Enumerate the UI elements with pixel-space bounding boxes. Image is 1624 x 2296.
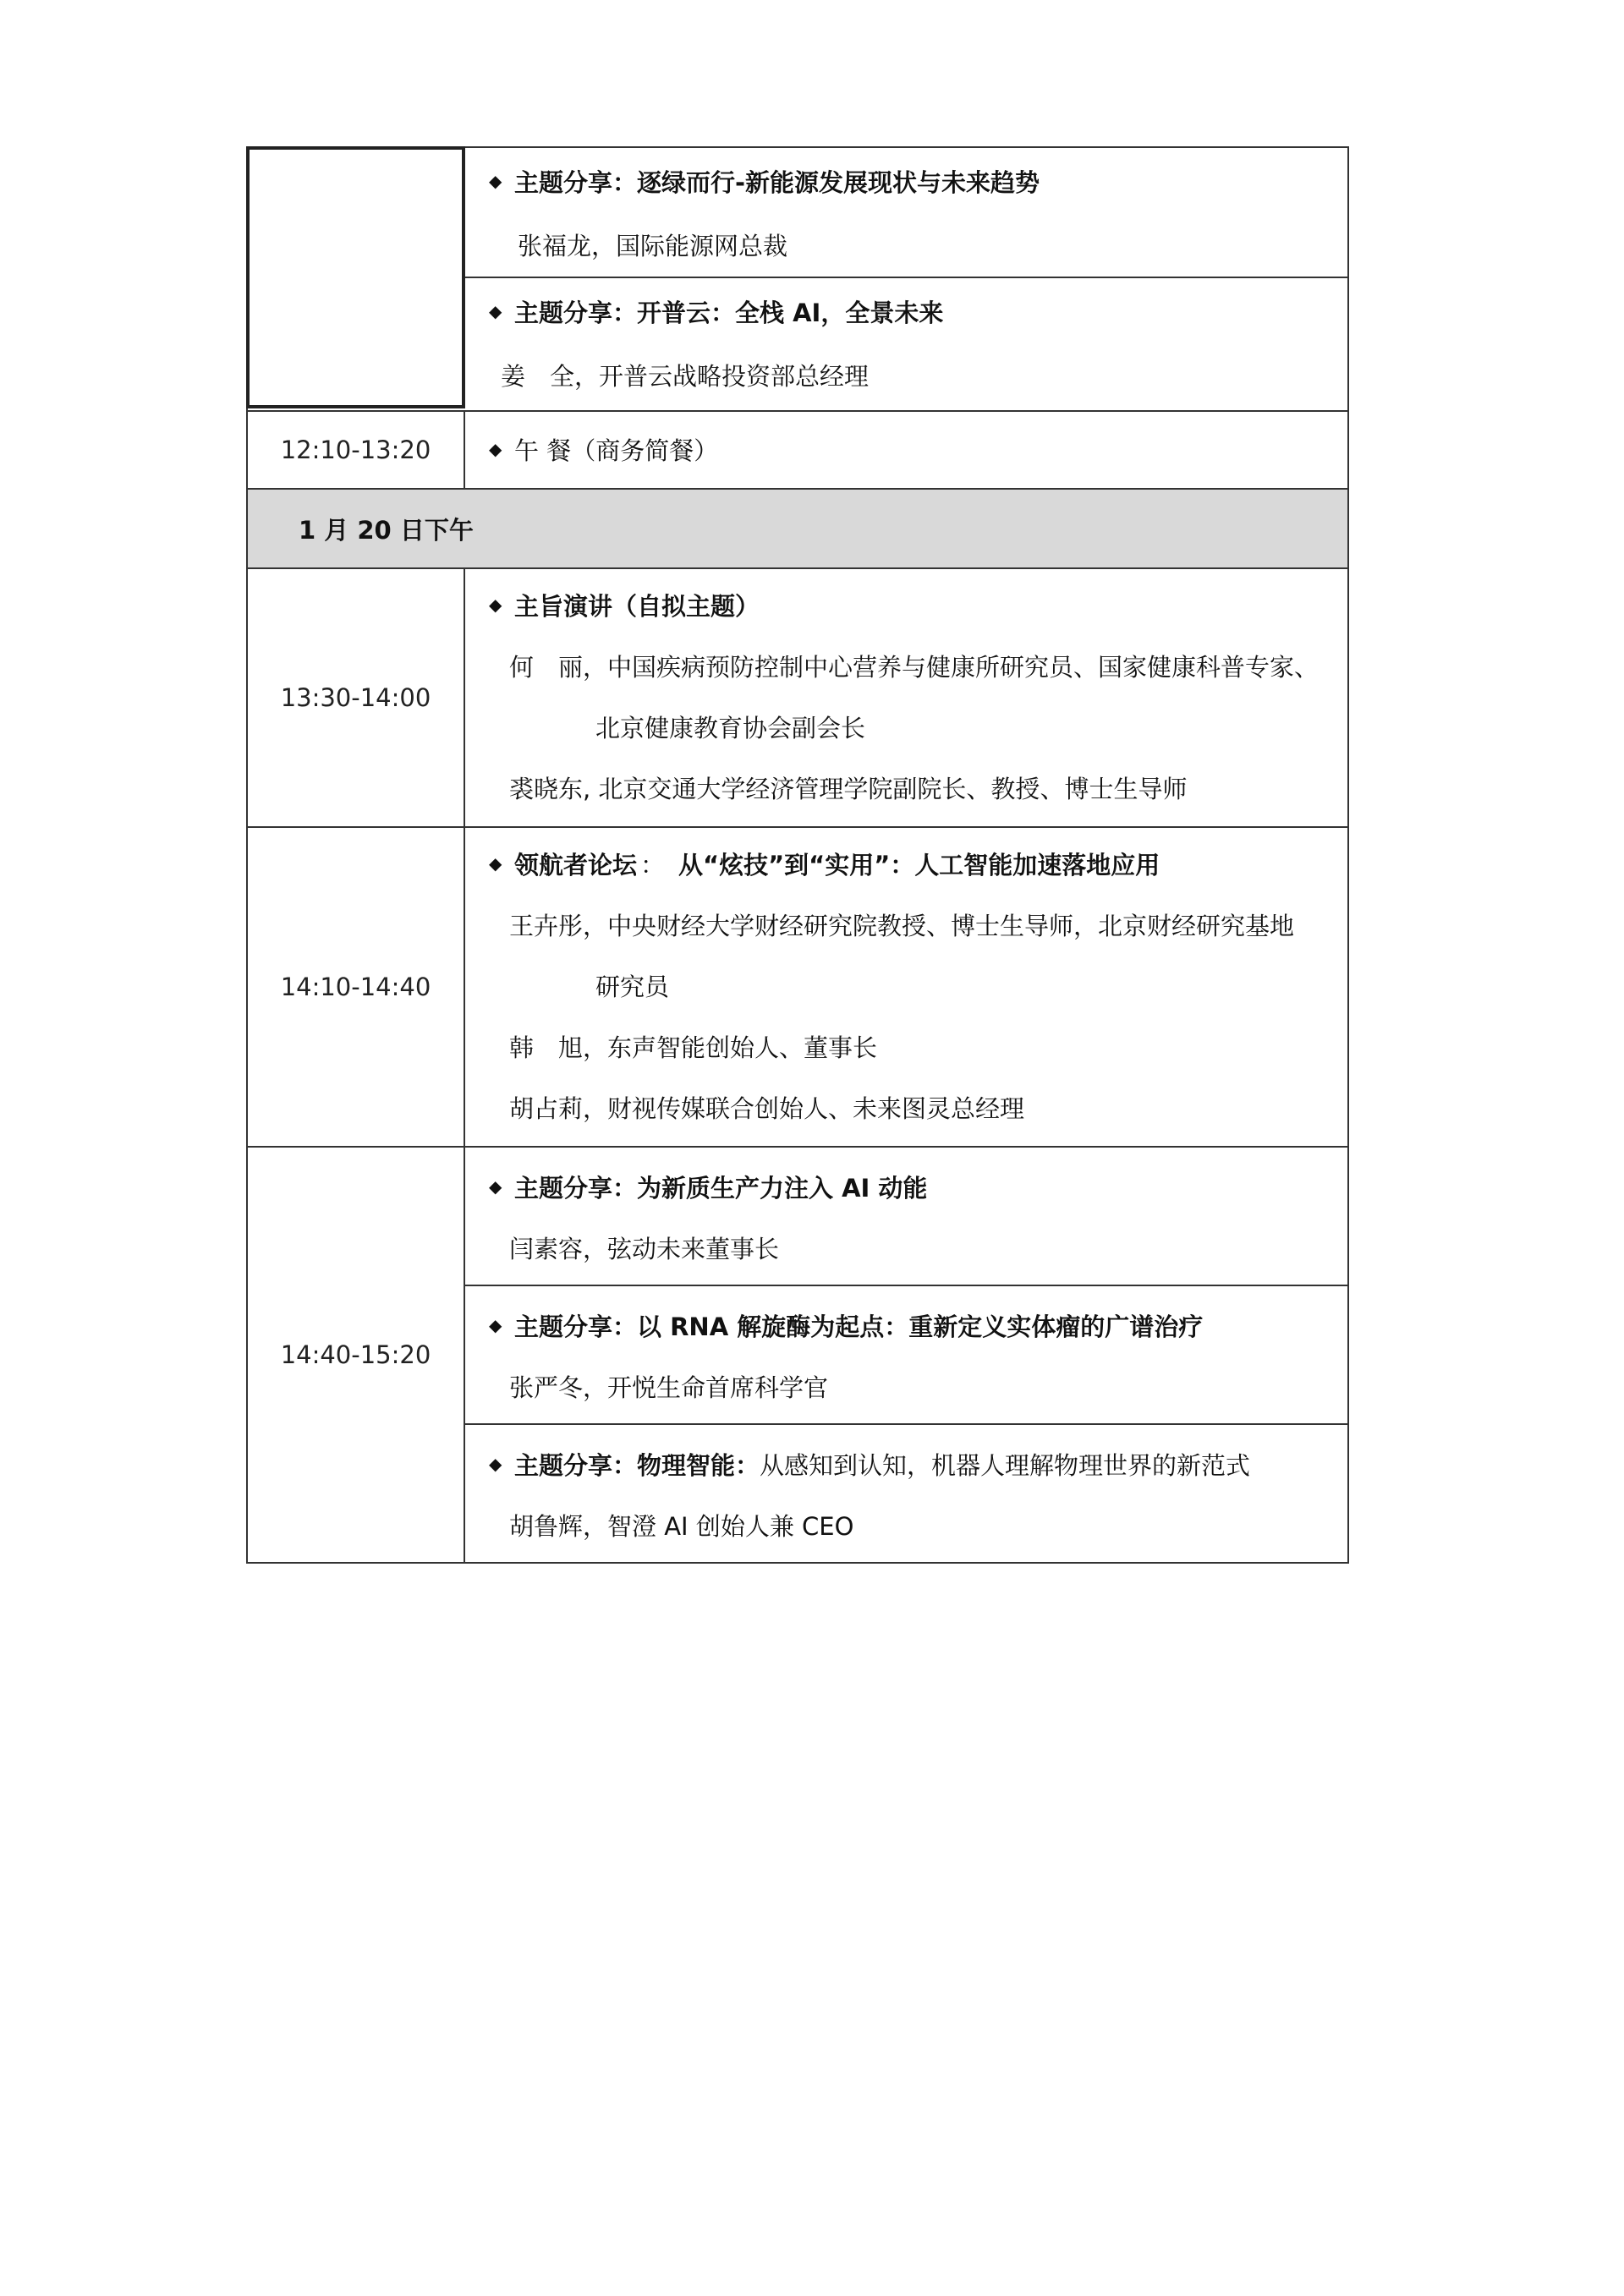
agenda-row [248, 148, 1349, 412]
time-cell: 13:30-14:00 [248, 569, 465, 826]
session-title: ◆ 主题分享：为新质生产力注入 AI 动能 [489, 1173, 928, 1203]
speaker-line: 闫素容，弦动未来董事长 [509, 1234, 780, 1263]
agenda-table [246, 146, 1349, 1564]
agenda-row [248, 1148, 1349, 1564]
agenda-row [248, 412, 1349, 490]
agenda-row [248, 828, 1349, 1148]
session-cell [465, 828, 1349, 1146]
diamond-bullet-icon: ◆ [489, 301, 502, 321]
speaker-line: 北京健康教育协会副会长 [595, 713, 866, 743]
agenda-row [248, 490, 1349, 569]
speaker-line: 张福龙，国际能源网总裁 [518, 231, 788, 260]
speaker-line: 何 丽，中国疾病预防控制中心营养与健康所研究员、国家健康科普专家、 [509, 652, 1320, 682]
section-header: 1 月 20 日下午 [248, 490, 1349, 567]
agenda-row [248, 569, 1349, 828]
session-title: ◆ 主题分享：逐绿而行-新能源发展现状与未来趋势 [489, 167, 1040, 197]
session-title: ◆ 午 餐（商务简餐） [489, 436, 719, 465]
session-block [465, 1148, 1347, 1286]
session-cell [465, 412, 1349, 488]
diamond-bullet-icon: ◆ [489, 439, 502, 459]
session-title: ◆ 主旨演讲（自拟主题） [489, 591, 760, 621]
session-block [465, 412, 1347, 486]
session-block [465, 148, 1347, 278]
session-cell [465, 1148, 1349, 1562]
speaker-line: 裘晓东, 北京交通大学经济管理学院副院长、教授、博士生导师 [509, 774, 1188, 803]
session-block [465, 1425, 1347, 1562]
diamond-bullet-icon: ◆ [489, 853, 502, 874]
time-cell: 14:10-14:40 [248, 828, 465, 1146]
diamond-bullet-icon: ◆ [489, 1315, 502, 1335]
speaker-line: 胡鲁辉，智澄 AI 创始人兼 CEO [509, 1511, 854, 1541]
session-block [465, 278, 1347, 410]
speaker-line: 研究员 [595, 972, 670, 1001]
diamond-bullet-icon: ◆ [489, 595, 502, 615]
time-cell: 12:10-13:20 [248, 412, 465, 488]
session-block [465, 1286, 1347, 1425]
speaker-line: 王卉彤，中央财经大学财经研究院教授、博士生导师，北京财经研究基地 [509, 911, 1295, 940]
time-cell: 14:40-15:20 [248, 1148, 465, 1562]
speaker-line: 韩 旭，东声智能创始人、董事长 [509, 1033, 878, 1062]
session-title: ◆ 领航者论坛 ： 从“炫技”到“实用”：人工智能加速落地应用 [489, 850, 1160, 879]
session-title: ◆ 主题分享：开普云：全栈 AI，全景未来 [489, 298, 944, 327]
session-title: ◆ 主题分享：物理智能： 从感知到认知，机器人理解物理世界的新范式 [489, 1450, 1251, 1480]
session-title: ◆ 主题分享：以 RNA 解旋酶为起点：重新定义实体瘤的广谱治疗 [489, 1312, 1204, 1341]
time-cell [246, 146, 465, 408]
speaker-line: 张严冬，开悦生命首席科学官 [509, 1373, 829, 1402]
session-cell [465, 569, 1349, 826]
session-block [465, 828, 1347, 1137]
diamond-bullet-icon: ◆ [489, 171, 502, 191]
session-cell [465, 148, 1349, 410]
speaker-line: 姜 全，开普云战略投资部总经理 [501, 361, 870, 391]
session-block [465, 569, 1347, 818]
diamond-bullet-icon: ◆ [489, 1176, 502, 1197]
diamond-bullet-icon: ◆ [489, 1454, 502, 1474]
speaker-line: 胡占莉，财视传媒联合创始人、未来图灵总经理 [509, 1093, 1025, 1123]
